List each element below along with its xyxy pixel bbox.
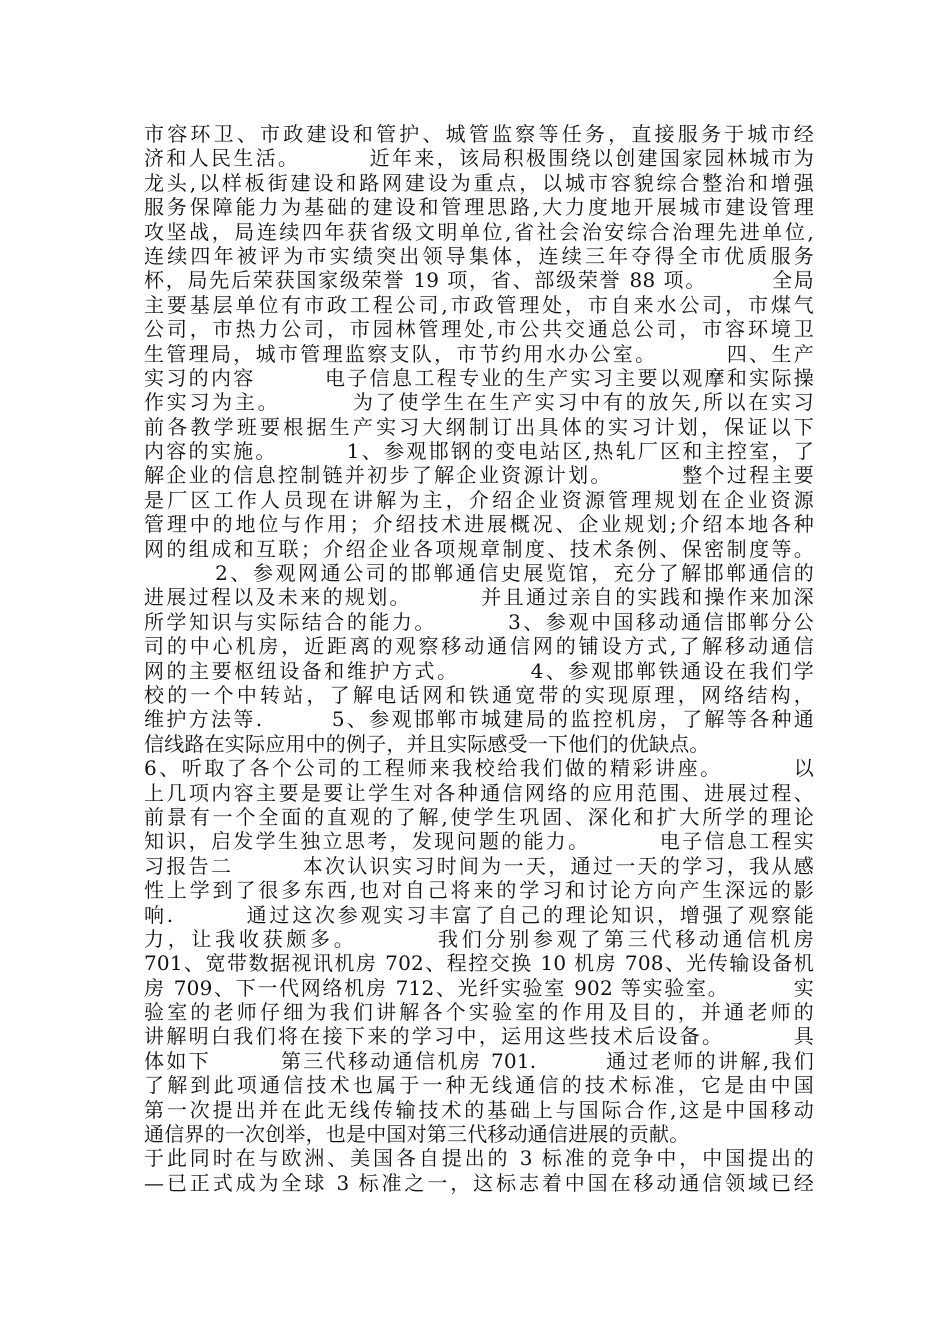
document-text-line: 性上学到了很多东西,也对自己将来的学习和讨论方向产生深远的影 [144, 878, 814, 903]
document-text-line: 连续四年被评为市实绩突出领导集体，连续三年夺得全市优质服务 [144, 243, 814, 268]
document-text-line: 第一次提出并在此无线传输技术的基础上与国际合作,这是中国移动 [144, 1097, 814, 1122]
document-text-line: 响. 通过这次参观实习丰富了自己的理论知识，增强了观察能 [144, 902, 814, 927]
document-text-line: 生管理局，城市管理监察支队，市节约用水办公室。 四、生产 [144, 341, 814, 366]
document-text-line: 服务保障能力为基础的建设和管理思路,大力度地开展城市建设管理 [144, 195, 814, 220]
document-text-line: 习报告二 本次认识实习时间为一天，通过一天的学习，我从感 [144, 853, 814, 878]
document-text-line: 验室的老师仔细为我们讲解各个实验室的作用及目的，并通老师的 [144, 1000, 814, 1025]
document-text-line: 攻坚战，局连续四年获省级文明单位,省社会治安综合治理先进单位, [144, 219, 814, 244]
document-text-line: 校的一个中转站，了解电话网和铁通宽带的实现原理，网络结构， [144, 682, 814, 707]
document-text-line: 2、参观网通公司的邯郸通信史展览馆，充分了解邯郸通信的 [144, 561, 814, 586]
document-text-line: 司的中心机房，近距离的观察移动通信网的铺设方式,了解移动通信 [144, 634, 814, 659]
document-text-line: 讲解明白我们将在接下来的学习中，运用这些技术后设备。 具 [144, 1024, 814, 1049]
document-text-line: 信线路在实际应用中的例子，并且实际感受一下他们的优缺点。 [144, 731, 710, 756]
document-text-line: 前各教学班要根据生产实习大纲制订出具体的实习计划，保证以下 [144, 414, 814, 439]
document-text-line: 作实习为主。 为了使学生在生产实习中有的放矢,所以在实习 [144, 390, 814, 415]
document-text-line: 解企业的信息控制链并初步了解企业资源计划。 整个过程主要 [144, 463, 814, 488]
document-text-line: 维护方法等. 5、参观邯郸市城建局的监控机房，了解等各种通 [144, 707, 814, 732]
document-text-line: 网的主要枢纽设备和维护方式。 4、参观邯郸铁通设在我们学 [144, 658, 814, 683]
document-text-line: 了解到此项通信技术也属于一种无线通信的技术标准，它是由中国 [144, 1073, 814, 1098]
document-text-line: 于此同时在与欧洲、美国各自提出的 3 标准的竞争中，中国提出的 [144, 1146, 814, 1171]
document-text-line: 通信界的一次创举，也是中国对第三代移动通信进展的贡献。 [144, 1122, 690, 1147]
document-text-line: 体如下 第三代移动通信机房 701. 通过老师的讲解,我们 [144, 1048, 814, 1073]
document-body-text [144, 122, 814, 1195]
document-text-line: 上几项内容主要是要让学生对各种通信网络的应用范围、进展过程、 [144, 780, 814, 805]
document-text-line: 知识，启发学生独立思考，发现问题的能力。 电子信息工程实 [144, 829, 814, 854]
document-text-line: 力，让我收获颇多。 我们分别参观了第三代移动通信机房 [144, 926, 814, 951]
document-text-line: 进展过程以及未来的规划。 并且通过亲自的实践和操作来加深 [144, 585, 814, 610]
document-text-line: 内容的实施。 1、参观邯钢的变电站区,热轧厂区和主控室，了 [144, 439, 814, 464]
document-text-line: 杯，局先后荣获国家级荣誉 19 项，省、部级荣誉 88 项。 全局 [144, 268, 814, 293]
document-text-line: 龙头,以样板街建设和路网建设为重点，以城市容貌综合整治和增强 [144, 170, 814, 195]
document-text-line: 是厂区工作人员现在讲解为主，介绍企业资源管理规划在企业资源 [144, 487, 814, 512]
document-text-line: 济和人民生活。 近年来，该局积极围绕以创建国家园林城市为 [144, 146, 814, 171]
document-text-line: 管理中的地位与作用；介绍技术进展概况、企业规划;介绍本地各种 [144, 512, 814, 537]
document-text-line: 房 709、下一代网络机房 712、光纤实验室 902 等实验室。 实 [144, 975, 814, 1000]
document-text-line: 市容环卫、市政建设和管护、城管监察等任务，直接服务于城市经 [144, 122, 814, 146]
document-text-line: 主要基层单位有市政工程公司,市政管理处，市自来水公司，市煤气 [144, 292, 814, 317]
document-text-line: 701、宽带数据视讯机房 702、程控交换 10 机房 708、光传输设备机 [144, 951, 814, 976]
document-text-line: 公司，市热力公司，市园林管理处,市公共交通总公司，市容环境卫 [144, 317, 814, 342]
document-text-line: 6、听取了各个公司的工程师来我校给我们做的精彩讲座。 以 [144, 756, 814, 781]
document-text-line: 实习的内容 电子信息工程专业的生产实习主要以观摩和实际操 [144, 365, 814, 390]
document-text-line: 前景有一个全面的直观的了解,使学生巩固、深化和扩大所学的理论 [144, 804, 814, 829]
document-text-line: —已正式成为全球 3 标准之一，这标志着中国在移动通信领域已经 [144, 1170, 814, 1195]
document-text-line: 所学知识与实际结合的能力。 3、参观中国移动通信邯郸分公 [144, 609, 814, 634]
document-text-line: 网的组成和互联；介绍企业各项规章制度、技术条例、保密制度等。 [144, 536, 814, 561]
